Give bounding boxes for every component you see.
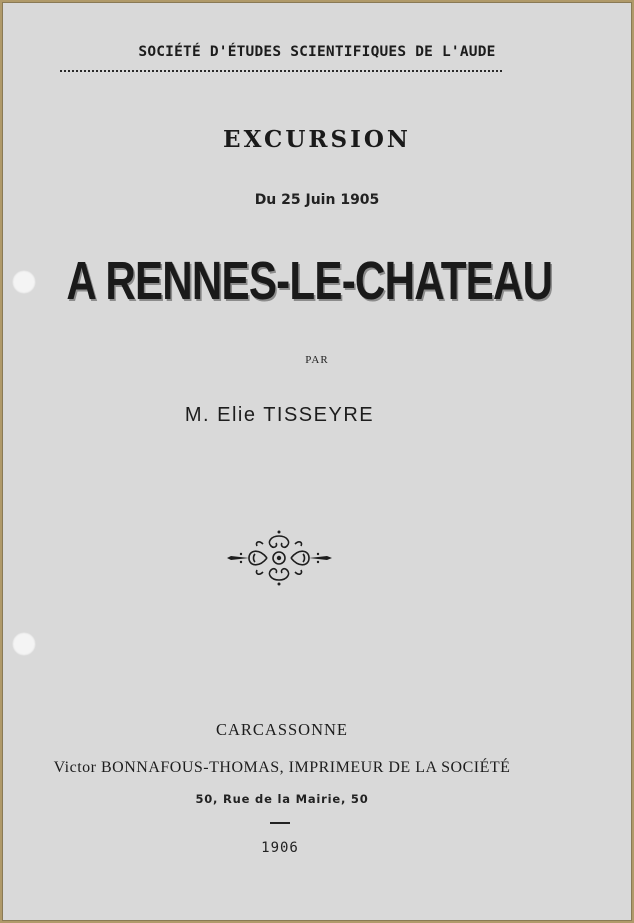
document-page bbox=[2, 2, 632, 921]
excursion-date: Du 25 Juin 1905 bbox=[254, 192, 380, 208]
author-name: M. Elie TISSEYRE bbox=[184, 404, 375, 426]
imprint-rule bbox=[270, 822, 290, 824]
imprint-printer: Victor BONNAFOUS-THOMAS, IMPRIMEUR DE LA SOCIÉTÉ bbox=[53, 759, 511, 776]
imprint-city: CARCASSONNE bbox=[215, 720, 349, 739]
excursion-heading: EXCURSION bbox=[223, 126, 411, 153]
par-label: PAR bbox=[305, 354, 329, 366]
imprint-address: 50, Rue de la Mairie, 50 bbox=[195, 792, 369, 806]
fleuron-ornament-icon bbox=[227, 530, 332, 586]
imprint-year: 1906 bbox=[261, 840, 299, 856]
society-header: SOCIÉTÉ D'ÉTUDES SCIENTIFIQUES DE L'AUDE bbox=[138, 44, 496, 60]
punch-hole-bottom bbox=[12, 632, 36, 656]
punch-hole-top bbox=[12, 270, 36, 294]
header-dotted-rule bbox=[60, 70, 502, 72]
main-title: A RENNES-LE-CHATEAU bbox=[66, 251, 553, 311]
